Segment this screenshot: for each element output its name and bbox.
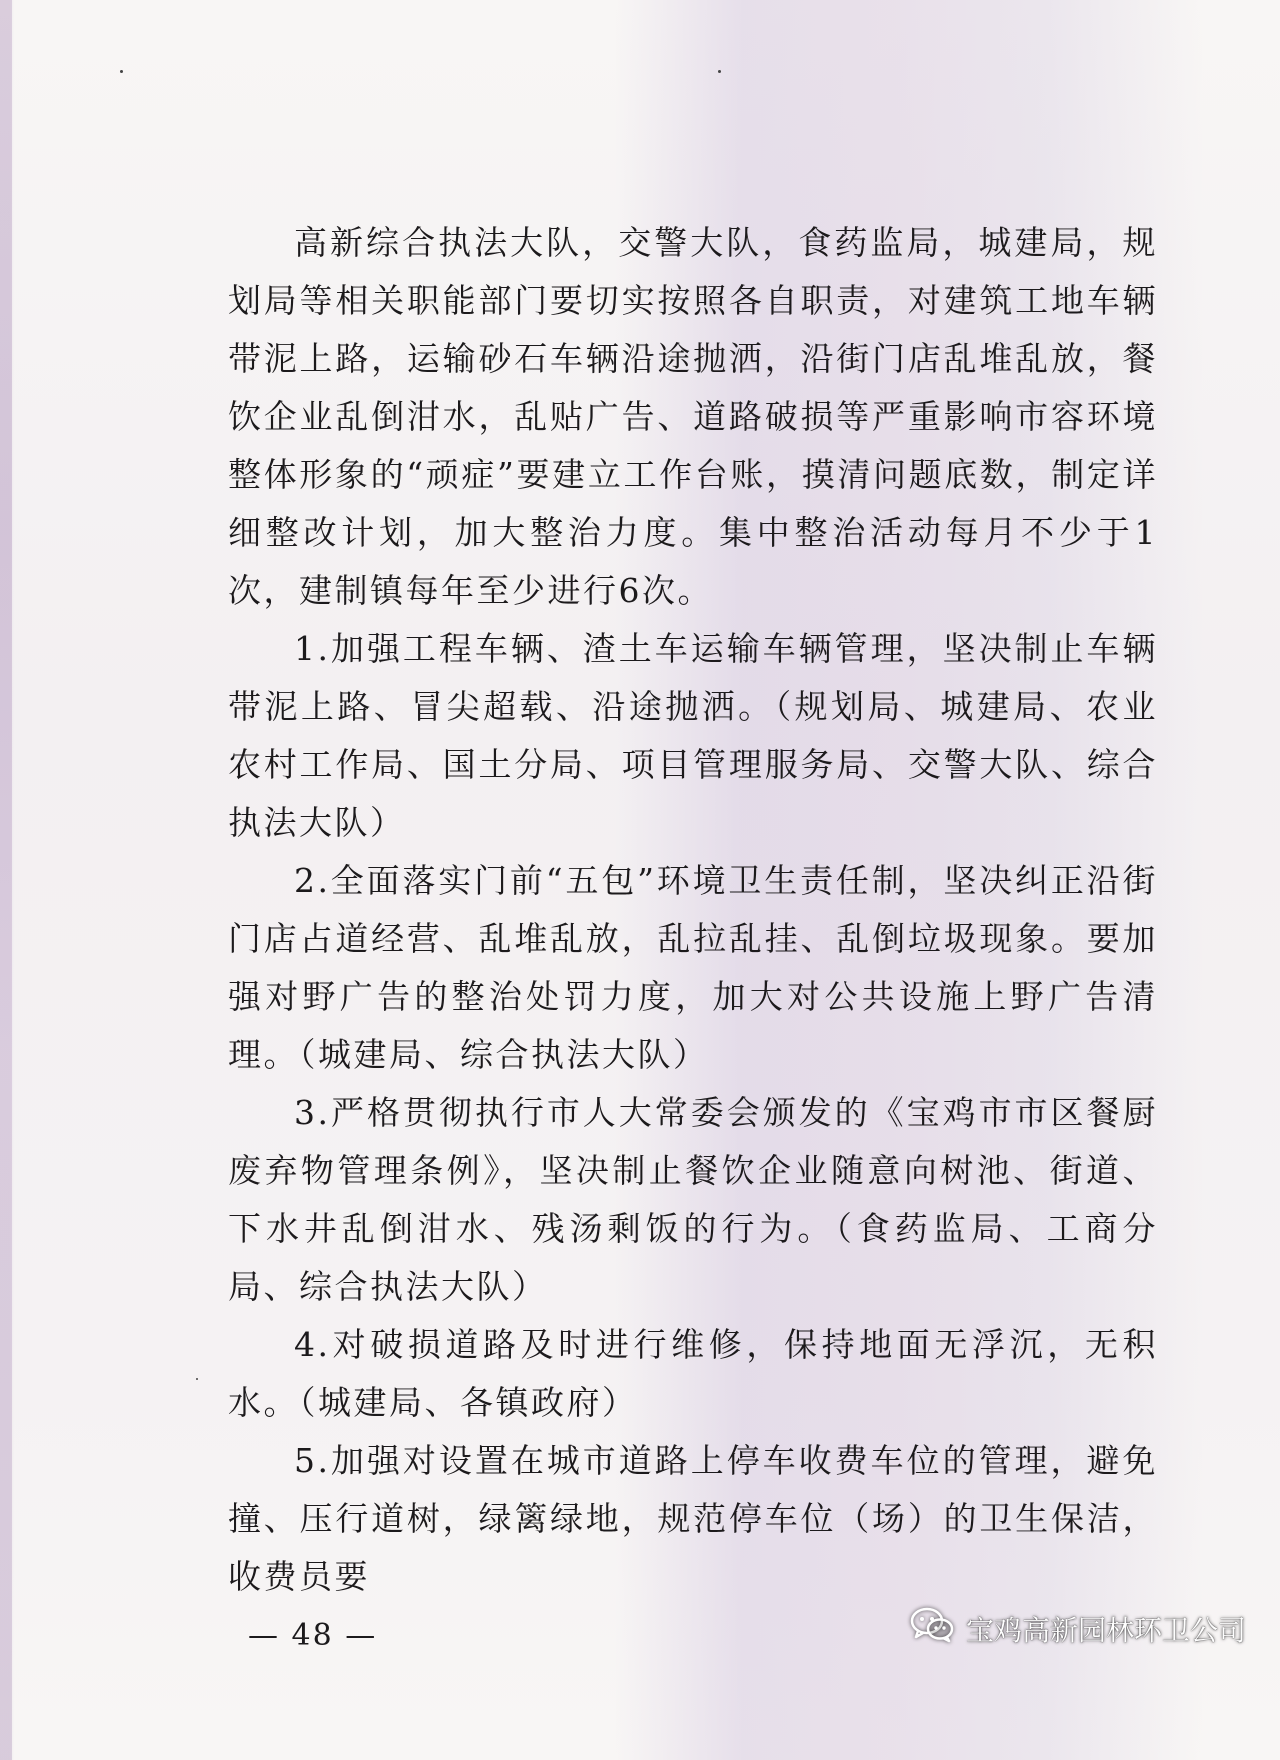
watermark: [910, 1607, 1246, 1650]
scan-speck: [718, 70, 721, 73]
page-number: — 48 —: [248, 1618, 378, 1653]
paragraph-item-3: 3.严格贯彻执行市人大常委会颁发的《宝鸡市市区餐厨废弃物管理条例》，坚决制止餐饮企业随意向树池、街道、下水井乱倒泔水、残汤剩饭的行为。（食药监局、工商分局、综合执法大队）: [228, 1093, 1158, 1306]
paragraph-item-2: 2.全面落实门前“五包”环境卫生责任制，坚决纠正沿街门店占道经营、乱堆乱放，乱拉乱挂、乱倒垃圾现象。要加强对野广告的整治处罚力度，加大对公共设施上野广告清理。（城建局、综合执法大队）: [228, 861, 1158, 1074]
paragraph-item-1: 1.加强工程车辆、渣土车运输车辆管理，坚决制止车辆带泥上路、冒尖超载、沿途抛洒。（规划局、城建局、农业农村工作局、国土分局、项目管理服务局、交警大队、综合执法大队）: [228, 629, 1158, 842]
scan-speck: [196, 1378, 198, 1380]
scan-speck: [120, 70, 123, 73]
wechat-icon: [910, 1607, 954, 1650]
document-body: [228, 214, 1158, 1606]
paragraph-intro: 高新综合执法大队，交警大队，食药监局，城建局，规划局等相关职能部门要切实按照各自职责，对建筑工地车辆带泥上路，运输砂石车辆沿途抛洒，沿街门店乱堆乱放，餐饮企业乱倒泔水，乱贴广告、道路破损等严重影响市容环境整体形象的“顽症”要建立工作台账，摸清问题底数，制定详细整改计划，加大整治力度。集中整治活动每月不少于1次，建制镇每年至少进行6次。: [228, 223, 1158, 610]
paragraph-item-5: 5.加强对设置在城市道路上停车收费车位的管理，避免撞、压行道树，绿篱绿地，规范停车位（场）的卫生保洁，收费员要: [228, 1441, 1158, 1596]
paragraph-item-4: 4.对破损道路及时进行维修，保持地面无浮沉，无积水。（城建局、各镇政府）: [228, 1325, 1158, 1422]
watermark-text: 宝鸡高新园林环卫公司: [965, 1613, 1246, 1647]
scan-left-edge: [0, 0, 12, 1760]
